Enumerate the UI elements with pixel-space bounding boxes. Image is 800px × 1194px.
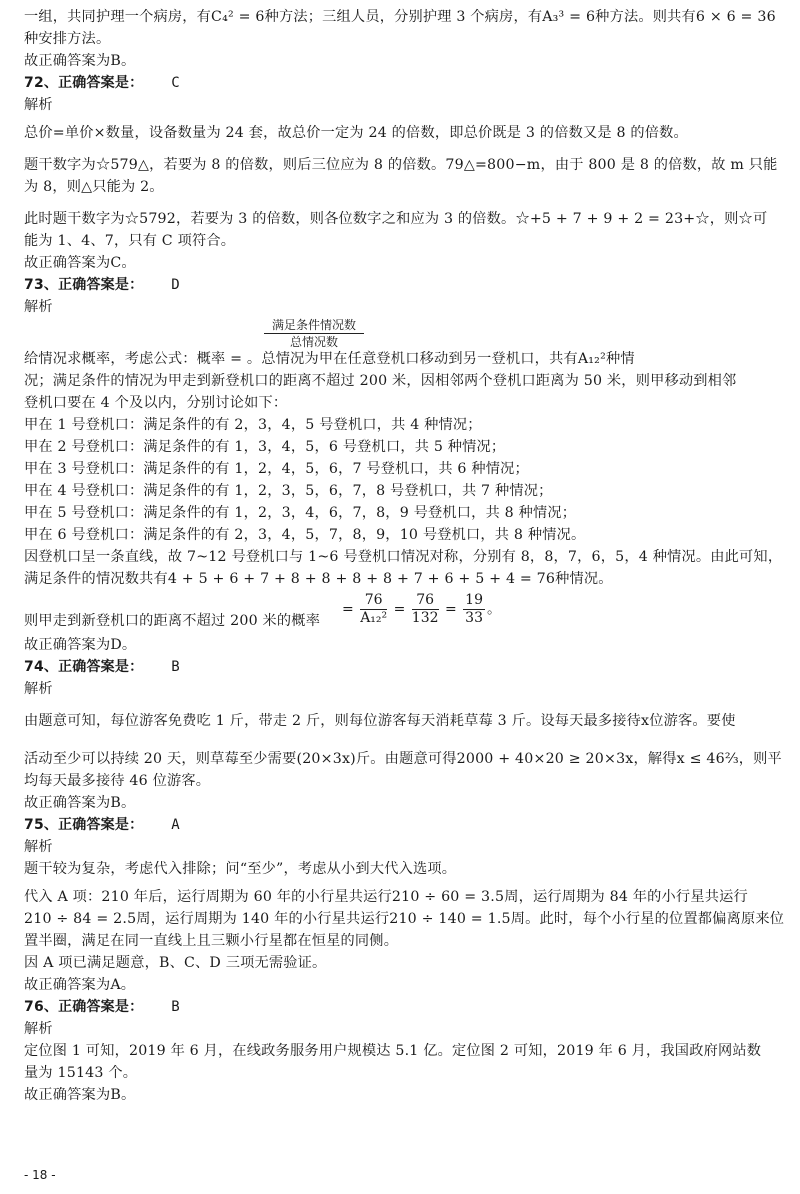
q72-p2b: 为 8，则△只能为 2。 bbox=[24, 179, 164, 195]
q76-p1a: 定位图 1 可知，2019 年 6 月，在线政务服务用户规模达 5.1 亿。定位图 2 可知，2019 年 6 月，我国政府网站数 bbox=[24, 1043, 762, 1059]
q72-conclusion: 故正确答案为C。 bbox=[24, 255, 136, 271]
q73-probability-row bbox=[24, 590, 776, 634]
q73-heading bbox=[24, 274, 776, 296]
q73-p2a: 因登机口呈一条直线，故 7~12 号登机口与 1~6 号登机口情况对称，分别有 8，8，7，6，5，4 种情况。由此可知， bbox=[24, 549, 783, 565]
q73-fraction-numerator: 满足条件情况数 bbox=[264, 318, 364, 334]
q76-answer: B bbox=[171, 999, 180, 1015]
q71-line1: 一组，共同护理一个病房，有C₄² = 6种方法；三组人员，分别护理 3 个病房，有A₃³ = 6种方法。则共有6 × 6 = 36 bbox=[24, 9, 776, 25]
q72-analysis-label: 解析 bbox=[24, 97, 53, 113]
q73-case-2: 甲在 2 号登机口：满足条件的有 1，3，4，5，6 号登机口，共 5 种情况； bbox=[24, 439, 506, 455]
q74-p2: 活动至少可以持续 20 天，则草莓至少需要(20×3x)斤。由题意可得2000 + 40×20 ≥ 20×3x，解得x ≤ 46⅔，则平 bbox=[24, 751, 782, 767]
q73-analysis-label: 解析 bbox=[24, 299, 53, 315]
q73-probability-formula bbox=[24, 318, 776, 348]
q75-head-label: 75、正确答案是： bbox=[24, 817, 144, 833]
q72-p3a: 此时题干数字为☆5792，若要为 3 的倍数，则各位数字之和应为 3 的倍数。☆+5 + 7 + 9 + 2 = 23+☆，则☆可 bbox=[24, 211, 768, 227]
q73-frac-3-num: 19 bbox=[465, 592, 483, 608]
q73-frac-1 bbox=[360, 592, 387, 627]
q73-frac-3-den: 33 bbox=[465, 610, 483, 626]
q73-fraction-denominator: 总情况数 bbox=[290, 335, 339, 349]
q75-p2c: 置半圈，满足在同一直线上且三颗小行星都在恒星的同侧。 bbox=[24, 933, 399, 949]
q72-p1: 总价=单价×数量，设备数量为 24 套，故总价一定为 24 的倍数，即总价既是 3 的倍数又是 8 的倍数。 bbox=[24, 125, 688, 141]
q73-frac-2-num: 76 bbox=[412, 592, 439, 610]
q73-p2b: 满足条件的情况数共有4 + 5 + 6 + 7 + 8 + 8 + 8 + 8 + 7 + 6 + 5 + 4 = 76种情况。 bbox=[24, 571, 613, 587]
q73-head-label: 73、正确答案是： bbox=[24, 277, 144, 293]
q76-heading bbox=[24, 996, 776, 1018]
q73-conclusion: 故正确答案为D。 bbox=[24, 637, 137, 653]
q73-eq-sign-2: = bbox=[393, 601, 406, 618]
q76-head-label: 76、正确答案是： bbox=[24, 999, 144, 1015]
q73-p1c: 登机口要在 4 个及以内，分别讨论如下： bbox=[24, 395, 288, 411]
q76-analysis-label: 解析 bbox=[24, 1021, 53, 1037]
q75-p2a: 代入 A 项：210 年后，运行周期为 60 年的小行星共运行210 ÷ 60 = 3.5周，运行周期为 84 年的小行星共运行 bbox=[24, 889, 748, 905]
q73-case-5: 甲在 5 号登机口：满足条件的有 1，2，3，4，6，7，8，9 号登机口，共 8 种情况； bbox=[24, 505, 577, 521]
page-number: - 18 - bbox=[24, 1168, 56, 1182]
q75-p3: 因 A 项已满足题意，B、C、D 三项无需验证。 bbox=[24, 955, 327, 971]
q72-head-label: 72、正确答案是： bbox=[24, 75, 144, 91]
q71-line2: 种安排方法。 bbox=[24, 31, 111, 47]
q73-p3-text: 则甲走到新登机口的距离不超过 200 米的概率 bbox=[24, 613, 321, 629]
q73-frac-2 bbox=[412, 592, 439, 627]
q73-answer: D bbox=[171, 277, 180, 293]
q73-p1a: 给情况求概率，考虑公式：概率 = 。总情况为甲在任意登机口移动到另一登机口，共有A₁₂²种情 bbox=[24, 351, 635, 367]
q73-case-6: 甲在 6 号登机口：满足条件的有 2，3，4，5，7，8，9，10 号登机口，共 8 种情况。 bbox=[24, 527, 586, 543]
q75-conclusion: 故正确答案为A。 bbox=[24, 977, 136, 993]
q75-p1: 题干较为复杂，考虑代入排除；问“至少”，考虑从小到大代入选项。 bbox=[24, 861, 457, 877]
q74-analysis-label: 解析 bbox=[24, 681, 53, 697]
q73-case-1: 甲在 1 号登机口：满足条件的有 2，3，4，5 号登机口，共 4 种情况； bbox=[24, 417, 482, 433]
q74-head-label: 74、正确答案是： bbox=[24, 659, 144, 675]
q72-p2a: 题干数字为☆579△，若要为 8 的倍数，则后三位应为 8 的倍数。79△=800−m，由于 800 是 8 的倍数，故 m 只能 bbox=[24, 157, 778, 173]
q73-eq-sign-1: = bbox=[342, 601, 354, 618]
q74-p3: 均每天最多接待 46 位游客。 bbox=[24, 773, 211, 789]
q73-frac-1-den: A₁₂² bbox=[360, 610, 388, 626]
q73-eq-sign-3: = bbox=[444, 601, 457, 618]
q74-p1: 由题意可知，每位游客免费吃 1 斤，带走 2 斤，则每位游客每天消耗草莓 3 斤。设每天最多接待x位游客。要使 bbox=[24, 713, 736, 729]
q75-answer: A bbox=[171, 817, 180, 833]
q74-heading bbox=[24, 656, 776, 678]
q73-period: 。 bbox=[486, 601, 501, 618]
q73-frac-3 bbox=[463, 592, 485, 627]
page-content bbox=[24, 6, 785, 1106]
q75-p2b: 210 ÷ 84 = 2.5周，运行周期为 140 年的小行星共运行210 ÷ 140 = 1.5周。此时，每个小行星的位置都偏离原来位 bbox=[24, 911, 785, 927]
q75-heading bbox=[24, 814, 776, 836]
q73-formula-fraction bbox=[264, 318, 364, 349]
q73-probability-equation bbox=[342, 592, 501, 627]
q73-p1b: 况；满足条件的情况为甲走到新登机口的距离不超过 200 米，因相邻两个登机口距离为 50 米，则甲移动到相邻 bbox=[24, 373, 737, 389]
q71-conclusion: 故正确答案为B。 bbox=[24, 53, 136, 69]
q75-analysis-label: 解析 bbox=[24, 839, 53, 855]
q72-answer: C bbox=[171, 75, 180, 91]
q76-p1b: 量为 15143 个。 bbox=[24, 1065, 138, 1081]
q73-frac-2-den: 132 bbox=[411, 610, 439, 626]
q74-answer: B bbox=[171, 659, 180, 675]
q72-p3b: 能为 1、4、7，只有 C 项符合。 bbox=[24, 233, 236, 249]
q72-heading bbox=[24, 72, 776, 94]
q76-conclusion: 故正确答案为B。 bbox=[24, 1087, 136, 1103]
q73-case-4: 甲在 4 号登机口：满足条件的有 1，2，3，5，6，7，8 号登机口，共 7 种情况； bbox=[24, 483, 553, 499]
q74-conclusion: 故正确答案为B。 bbox=[24, 795, 136, 811]
q73-frac-1-num: 76 bbox=[360, 592, 387, 610]
q73-case-3: 甲在 3 号登机口：满足条件的有 1，2，4，5，6，7 号登机口，共 6 种情况； bbox=[24, 461, 529, 477]
